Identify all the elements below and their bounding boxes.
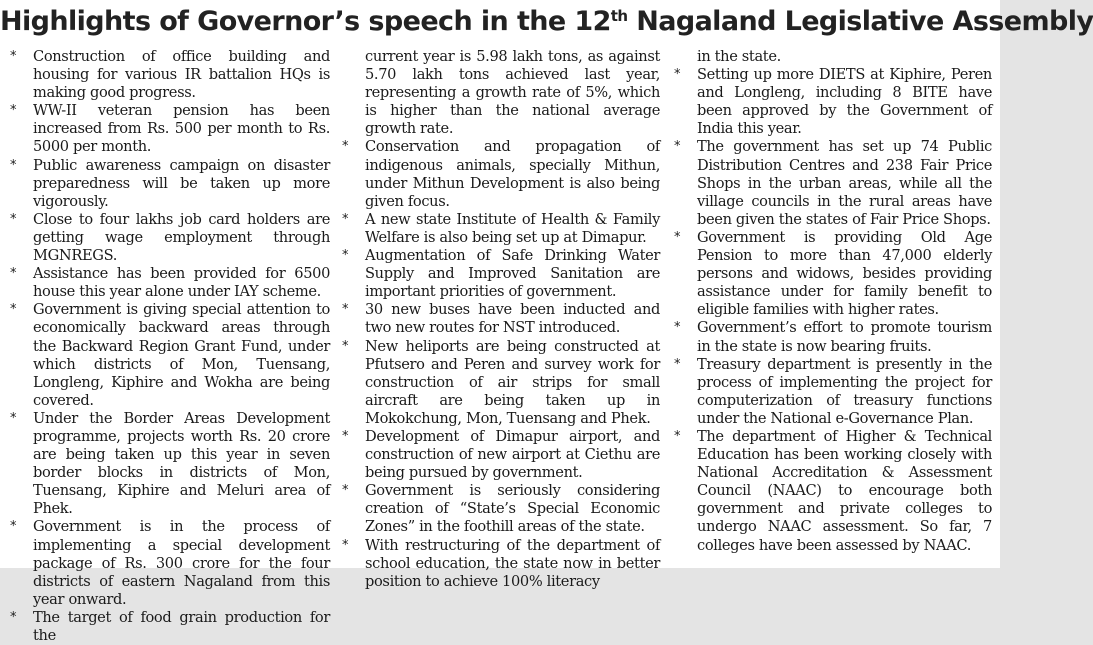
- highlight-text: Government is seriously considering creation of “State’s Special Economic Zones” in the foothill areas of the state.: [365, 482, 660, 536]
- bullet-star: *: [342, 537, 349, 553]
- bullet-star: *: [342, 338, 349, 354]
- bullet-star: *: [10, 609, 17, 625]
- highlight-item: [340, 428, 660, 482]
- highlight-text: Close to four lakhs job card holders are getting wage employment through MGNREGS.: [33, 210, 330, 265]
- highlight-item: [8, 48, 330, 102]
- bullet-star: *: [10, 519, 17, 535]
- highlight-text: Assistance has been provided for 6500 house this year alone under IAY scheme.: [33, 265, 330, 301]
- bullet-star: *: [10, 211, 17, 227]
- bullet-star: *: [10, 103, 17, 119]
- column-2: [340, 48, 660, 591]
- highlight-text: Public awareness campaign on disaster preparedness will be taken up more vigorously.: [33, 156, 330, 210]
- headline-main: Highlights of Governor’s speech in the 12: [0, 6, 611, 37]
- highlights-list-2: [340, 138, 660, 590]
- highlight-item: [672, 319, 992, 355]
- highlight-item: [8, 410, 330, 519]
- highlight-text: Development of Dimapur airport, and construction of new airport at Ciethu are being pursued by government.: [365, 427, 660, 482]
- highlight-text: Construction of office building and housing for various IR battalion HQs is making good progress.: [33, 48, 330, 102]
- highlight-item: [340, 338, 660, 428]
- highlight-text: The government has set up 74 Public Distribution Centres and 238 Fair Price Shops in the urban areas, while all the village councils in the rural areas have been given the states of Fair Price Shops.: [697, 138, 992, 228]
- bullet-star: *: [10, 49, 17, 64]
- bullet-star: *: [674, 67, 681, 83]
- highlight-item: [8, 102, 330, 156]
- highlight-item: [8, 518, 330, 608]
- column-3: [672, 48, 992, 555]
- bullet-star: *: [342, 139, 349, 155]
- highlight-text: Treasury department is presently in the process of implementing the project for computerization of treasury functions under the National e-Governance Plan.: [697, 355, 992, 427]
- headline-rest: Nagaland Legislative Assembly: [627, 6, 1093, 37]
- highlight-text: Under the Border Areas Development programme, projects worth Rs. 20 crore are being taken up this year in seven border blocks in districts of Mon, Tuensang, Kiphire and Meluri area of Phek.: [33, 409, 330, 518]
- highlight-text: Government’s effort to promote tourism in the state is now bearing fruits.: [697, 319, 992, 355]
- highlight-text: Setting up more DIETS at Kiphire, Peren and Longleng, including 8 BITE have been approved by the Government of India this year.: [697, 66, 992, 138]
- highlight-item: [340, 138, 660, 210]
- highlight-text: New heliports are being constructed at Pfutsero and Peren and survey work for construction of air strips for small aircraft are being taken up in Mokokchung, Mon, Tuensang and Phek.: [365, 337, 660, 427]
- bullet-star: *: [10, 302, 17, 318]
- continued-text: current year is 5.98 lakh tons, as against 5.70 lakh tons achieved last year, representing a growth rate of 5%, which is higher than the national average growth rate.: [365, 48, 660, 138]
- headline: [0, 6, 1093, 37]
- highlight-item: [340, 301, 660, 337]
- highlight-text: The department of Higher & Technical Education has been working closely with National Accreditation & Assessment Council (NAAC) to encourage both government and private colleges to undergo NAAC assessment. So far, 7 colleges have been assessed by NAAC.: [697, 427, 992, 554]
- bullet-star: *: [674, 229, 681, 245]
- highlight-item: [8, 265, 330, 301]
- highlight-text: WW-II veteran pension has been increased from Rs. 500 per month to Rs. 5000 per month.: [33, 102, 330, 156]
- bullet-star: *: [342, 483, 349, 499]
- highlight-item: [672, 66, 992, 138]
- highlight-item: [8, 157, 330, 211]
- highlight-item: [8, 211, 330, 265]
- highlight-item: [340, 482, 660, 536]
- highlight-item: [672, 229, 992, 319]
- highlight-item: [672, 356, 992, 428]
- bullet-star: *: [342, 428, 349, 444]
- bullet-star: *: [674, 356, 681, 372]
- highlight-text: A new state Institute of Health & Family Welfare is also being set up at Dimapur.: [365, 210, 660, 246]
- highlight-item: [672, 138, 992, 228]
- highlights-list-3: [672, 66, 992, 555]
- highlight-text: Government is providing Old Age Pension to more than 47,000 elderly persons and widows, besides providing assistance under for family benefit to eligible families with higher rates.: [697, 228, 992, 319]
- bullet-star: *: [342, 302, 349, 318]
- bullet-star: *: [342, 248, 349, 264]
- highlight-text: The target of food grain production for the: [33, 608, 330, 644]
- highlight-item: [672, 428, 992, 555]
- bullet-star: *: [10, 266, 17, 282]
- bullet-star: *: [342, 211, 349, 227]
- bullet-star: *: [10, 157, 17, 173]
- bullet-star: *: [674, 428, 681, 444]
- highlight-item: [8, 301, 330, 410]
- highlight-text: Government is giving special attention to economically backward areas through the Backward Region Grant Fund, under which districts of Mon, Tuensang, Longleng, Kiphire and Wokha are being covered.: [33, 301, 330, 409]
- highlight-text: 30 new buses have been inducted and two new routes for NST introduced.: [365, 301, 660, 337]
- highlight-text: Conservation and propagation of indigenous animals, specially Mithun, under Mithun Development is also being given focus.: [365, 138, 660, 210]
- highlight-item: [340, 211, 660, 247]
- bullet-star: *: [674, 139, 681, 155]
- highlight-item: [8, 609, 330, 645]
- bullet-star: *: [10, 410, 17, 426]
- bullet-star: *: [674, 320, 681, 336]
- headline-superscript: th: [610, 7, 628, 25]
- highlight-item: [340, 247, 660, 301]
- highlight-text: Government is in the process of implementing a special development package of Rs. 300 crore for the four districts of eastern Nagaland from this year onward.: [33, 518, 330, 608]
- highlight-text: Augmentation of Safe Drinking Water Supply and Improved Sanitation are important priorities of government.: [365, 247, 660, 301]
- column-1: [8, 48, 330, 645]
- highlights-list-1: [8, 48, 330, 645]
- highlight-text: With restructuring of the department of school education, the state now in better position to achieve 100% literacy: [365, 536, 660, 590]
- highlight-item: [340, 537, 660, 591]
- continued-text: in the state.: [697, 48, 781, 65]
